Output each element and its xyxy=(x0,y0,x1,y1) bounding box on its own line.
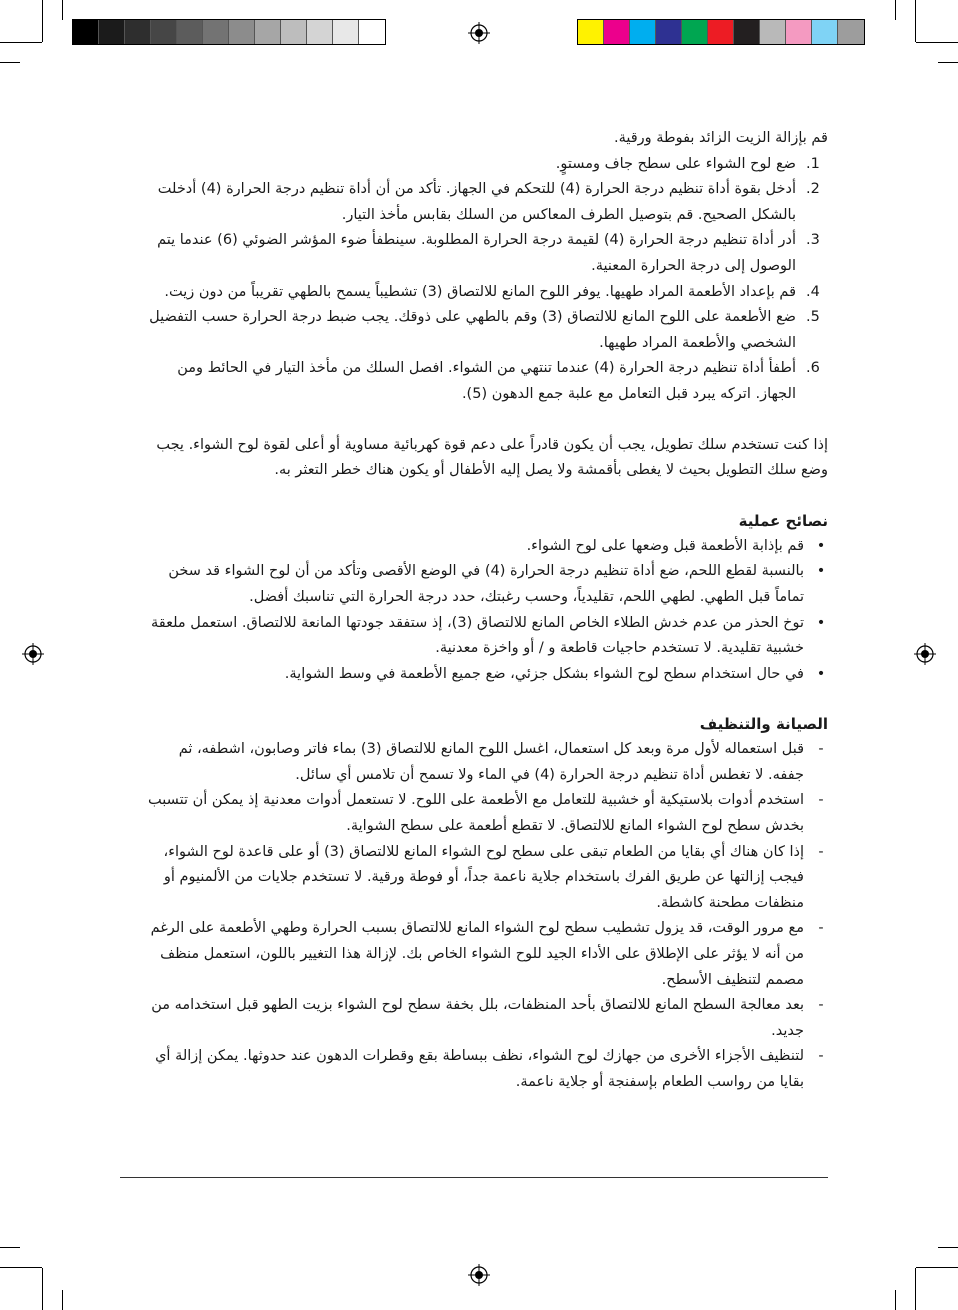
maintenance-item: - مع مرور الوقت، قد يزول تشطيب سطح لوح الشواء المانع للالتصاق بسبب الحرارة وطهي الأطعمة على الرغم من أنه لا يؤثر على الإطلاق على الأداء الجيد للوح الشواء الخاص بك. لإزالة هذا التغيير باللون، استعمل منظف مصمم لتنظيف الأسطح. xyxy=(140,916,828,993)
color-patch xyxy=(229,20,255,44)
step-item xyxy=(140,356,828,407)
footer-divider xyxy=(120,1177,828,1178)
color-patch xyxy=(708,20,734,44)
color-patch xyxy=(760,20,786,44)
crop-mark xyxy=(915,0,916,42)
maintenance-item: - إذا كان هناك أي بقايا من الطعام تبقى على سطح لوح الشواء المانع للالتصاق (3) أو على قاعدة لوح الشواء، فيجب إزالتها عن طريق الفرك باستخدام جلاية ناعمة جداً، أو فوطة ورقية. لا تستخدم جلايات من الألمنيوم أو منظفات مطحنة كاشطة. xyxy=(140,840,828,917)
color-patch xyxy=(656,20,682,44)
color-patch xyxy=(307,20,333,44)
crop-mark xyxy=(895,0,896,20)
color-patch xyxy=(151,20,177,44)
crop-mark xyxy=(938,62,958,63)
tip-item: • قم بإذابة الأطعمة قبل وضعها على لوح الشواء. xyxy=(140,534,828,560)
crop-mark xyxy=(0,1247,20,1248)
bullet-icon: • xyxy=(816,665,826,682)
step-number: .1 xyxy=(806,155,820,172)
dash-icon: - xyxy=(818,1048,824,1065)
color-patch xyxy=(333,20,359,44)
step-text: قم بإعداد الأطعمة المراد طهيها. يوفر اللوح المانع للالتصاق (3) تشطيباً يسمح بالطهي تقريباً من دون زيت. xyxy=(164,283,796,300)
step-text: ضع لوح الشواء على سطح جاف ومستوٍ. xyxy=(555,155,796,172)
steps-list xyxy=(140,152,828,408)
color-patch xyxy=(255,20,281,44)
dash-icon: - xyxy=(818,792,824,809)
registration-mark-icon xyxy=(468,1264,490,1286)
crop-mark xyxy=(0,62,20,63)
tip-item: • في حال استخدام سطح لوح الشواء بشكل جزئي، ضع جميع الأطعمة في وسط الشواية. xyxy=(140,662,828,688)
step-number: .2 xyxy=(806,181,820,198)
color-patch xyxy=(578,20,604,44)
bullet-icon: • xyxy=(816,537,826,554)
dash-icon: - xyxy=(818,741,824,758)
maintenance-item: - قبل استعماله لأول مرة وبعد كل استعمال، اغسل اللوح المانع للالتصاق (3) بماء فاتر وصابون، اشطفه، ثم جففه. لا تغطس أداة تنظيم درجة الحرارة (4) في الماء ولا تسمح أن تلامس أي سائل. xyxy=(140,737,828,788)
step-item xyxy=(140,177,828,228)
color-patch xyxy=(281,20,307,44)
bullet-icon: • xyxy=(816,563,826,580)
bullet-icon: • xyxy=(816,614,826,631)
crop-mark xyxy=(916,1267,958,1268)
step-number: .3 xyxy=(806,232,820,249)
maintenance-item: - لتنظيف الأجزاء الأخرى من جهازك لوح الشواء، نظف ببساطة بقع وقطرات الدهون عند حدوثها. يمكن إزالة أي بقايا من رواسب الطعام بإسفنجة أو جلاية ناعمة. xyxy=(140,1044,828,1095)
step-text: أطفأ أداة تنظيم درجة الحرارة (4) عندما تنتهي من الشواء. افصل السلك من مأخذ التيار في الحائط ومن الجهاز. اتركه يبرد قبل التعامل مع علبة جمع الدهون (5). xyxy=(177,360,796,402)
maintenance-item: - بعد معالجة السطح المانع للالتصاق بأحد المنظفات، بلل بخفة سطح لوح الشواء بزيت الطهو قبل استخدامه من جديد. xyxy=(140,993,828,1044)
color-patch xyxy=(99,20,125,44)
tip-item: • بالنسبة لقطع اللحم، ضع أداة تنظيم درجة الحرارة (4) في الوضع الأقصى وتأكد من أن لوح الشواء قد سخن تماماً قبل الطهي. لطهي اللحم، تقليدياً، وحسب رغبتك، حدد درجة الحرارة التي تناسبك أفضل. xyxy=(140,559,828,610)
step-number: .5 xyxy=(806,309,820,326)
intro-text: قم بإزالة الزيت الزائد بفوطة ورقية. xyxy=(613,130,828,146)
step-text: أدخل بقوة أداة تنظيم درجة الحرارة (4) للتحكم في الجهاز. تأكد من أن أداة تنظيم درجة الحرارة (4) أدخلت بالشكل الصحيح. قم بتوصيل الطرف المعاكس من السلك بقابس مأخذ التيار. xyxy=(157,181,796,223)
crop-mark xyxy=(916,42,958,43)
color-patch xyxy=(838,20,864,44)
color-patch xyxy=(203,20,229,44)
crop-mark xyxy=(938,1247,958,1248)
color-patch xyxy=(125,20,151,44)
tips-heading: نصائح عملية xyxy=(738,511,828,530)
dash-icon: - xyxy=(818,997,824,1014)
registration-mark-icon xyxy=(22,643,44,665)
step-item xyxy=(140,305,828,356)
grayscale-bar xyxy=(72,19,386,45)
crop-mark xyxy=(0,42,42,43)
color-patch xyxy=(177,20,203,44)
color-patch xyxy=(734,20,760,44)
step-item xyxy=(140,280,828,306)
color-patch xyxy=(786,20,812,44)
color-patch xyxy=(604,20,630,44)
crop-mark xyxy=(42,0,43,42)
maintenance-list xyxy=(140,737,828,1095)
color-patch xyxy=(812,20,838,44)
document-body xyxy=(140,126,828,1096)
tips-list xyxy=(140,534,828,688)
dash-icon: - xyxy=(818,920,824,937)
registration-mark-icon xyxy=(914,643,936,665)
step-item xyxy=(140,228,828,279)
maintenance-heading: الصيانة والتنظيف xyxy=(699,715,828,734)
step-text: ضع الأطعمة على اللوح المانع للالتصاق (3) وقم بالطهي على ذوقك. يجب ضبط درجة الحرارة حسب التفضيل الشخصي والأطعمة المراد طهيها. xyxy=(149,309,796,351)
dash-icon: - xyxy=(818,843,824,860)
step-item xyxy=(140,152,828,178)
step-text: أدر أداة تنظيم درجة الحرارة (4) لقيمة درجة الحرارة المطلوبة. سينطفأ ضوء المؤشر الضوئي (6) عندما يتم الوصول إلى درجة الحرارة المعنية. xyxy=(157,232,796,274)
crop-mark xyxy=(895,1290,896,1310)
step-number: .4 xyxy=(806,283,820,300)
color-bar xyxy=(577,19,865,45)
crop-mark xyxy=(0,1267,42,1268)
crop-mark xyxy=(915,1268,916,1310)
color-patch xyxy=(682,20,708,44)
step-number: .6 xyxy=(806,360,820,377)
color-patch xyxy=(359,20,385,44)
registration-mark-icon xyxy=(468,22,490,44)
crop-mark xyxy=(42,1268,43,1310)
tip-item: • توخ الحذر من عدم خدش الطلاء الخاص المانع للالتصاق (3)، إذ ستفقد جودتها المانعة للالتصاق. استعمل ملعقة خشبية تقليدية. لا تستخدم حاجيات قاطعة و / أو واخزة معدنية. xyxy=(140,611,828,662)
warning-paragraph: إذا كنت تستخدم سلك تطويل، يجب أن يكون قادراً على دعم قوة كهربائية مساوية أو أعلى لقوة لوح الشواء. يجب وضع سلك التطويل بحيث لا يغطى بأقمشة ولا يصل إليه الأطفال أو يكون هناك خطر التعثر به. xyxy=(156,436,828,479)
crop-mark xyxy=(62,0,63,20)
maintenance-item: - استخدم أدوات بلاستيكية أو خشبية للتعامل مع الأطعمة على اللوح. لا تستعمل أدوات معدنية إذ يمكن أن تتسبب بخدش سطح لوح الشواء المانع للالتصاق. لا تقطع أطعمة على سطح الشواية. xyxy=(140,788,828,839)
crop-mark xyxy=(62,1290,63,1310)
color-patch xyxy=(73,20,99,44)
color-patch xyxy=(630,20,656,44)
